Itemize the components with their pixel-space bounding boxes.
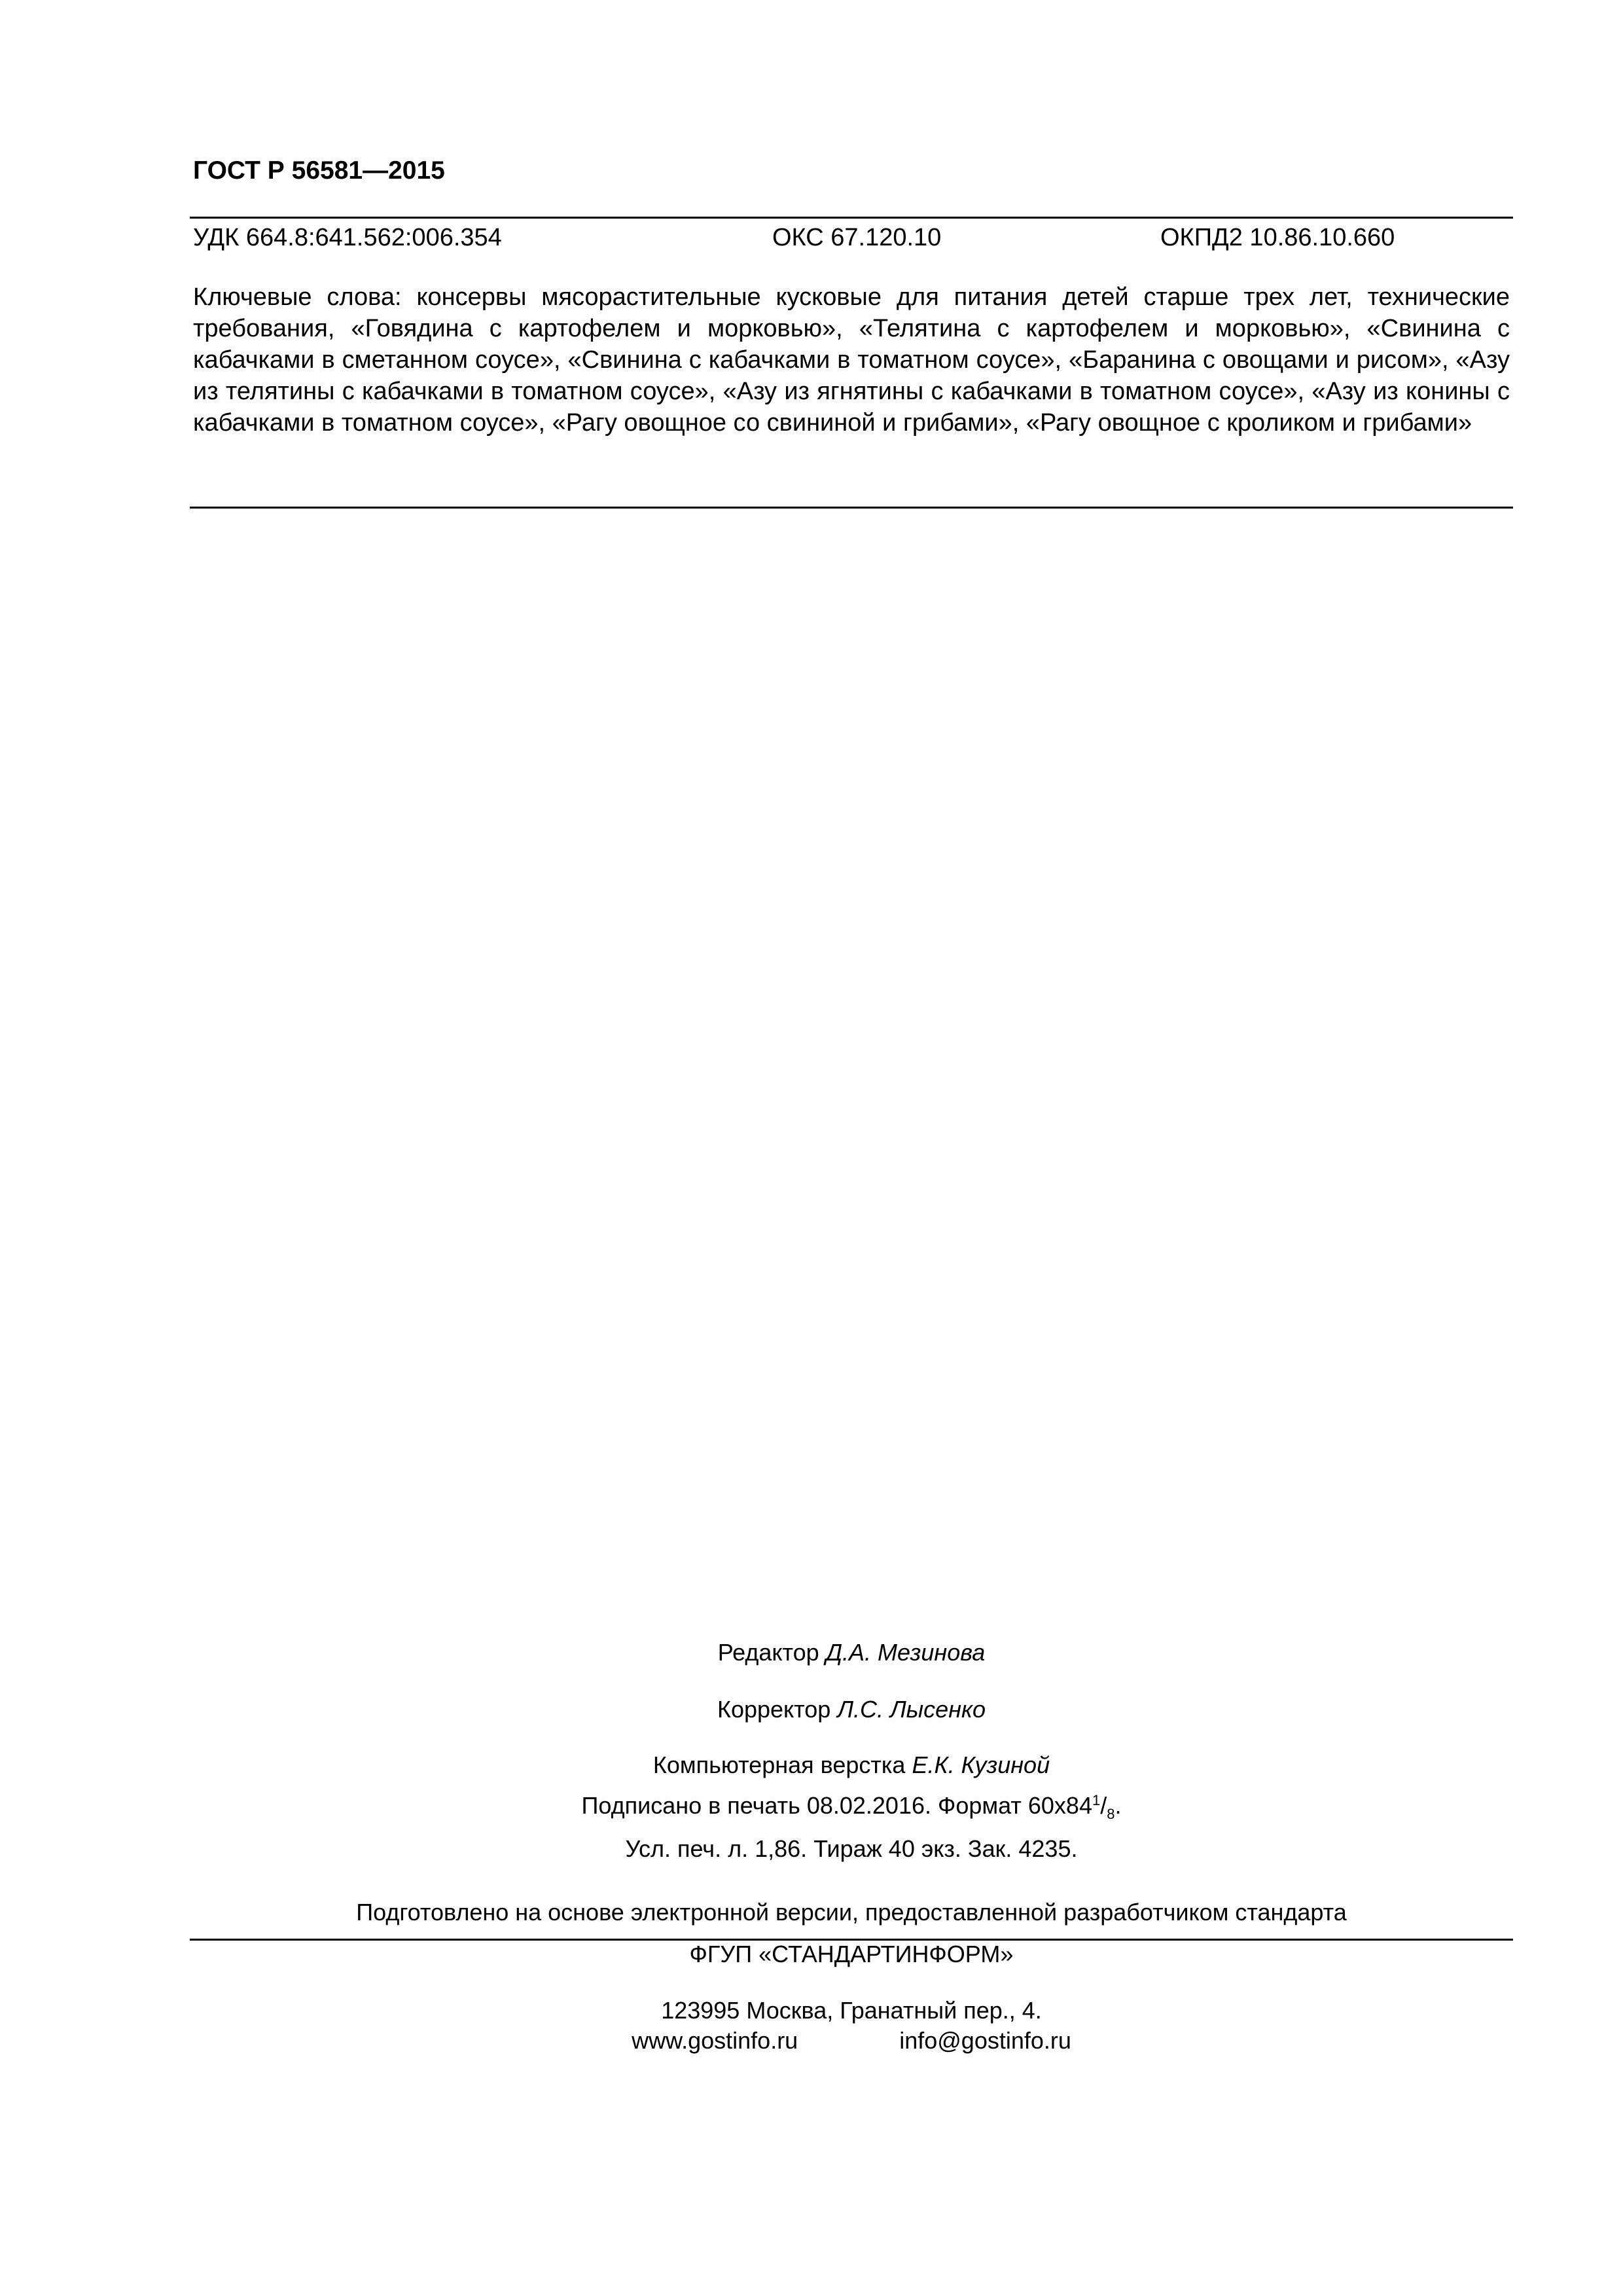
publisher-contacts bbox=[190, 2024, 1513, 2058]
layout-label: Компьютерная верстка bbox=[652, 1751, 912, 1778]
signed-text: Подписано в печать 08.02.2016. Формат 60х84 bbox=[581, 1792, 1092, 1819]
format-slash: / bbox=[1100, 1792, 1107, 1819]
website-link[interactable]: www.gostinfo.ru bbox=[632, 2027, 798, 2054]
imprint-corrector bbox=[190, 1693, 1513, 1727]
corrector-label: Корректор bbox=[717, 1696, 838, 1723]
imprint-signed bbox=[190, 1789, 1513, 1823]
imprint-prepared: Подготовлено на основе электронной версии, предоставленной разработчиком стандарта bbox=[356, 1899, 1347, 1926]
layout-name: Е.К. Кузиной bbox=[912, 1751, 1050, 1778]
format-denominator: 8 bbox=[1107, 1806, 1115, 1823]
editor-label: Редактор bbox=[717, 1639, 826, 1666]
divider-keywords bbox=[190, 507, 1513, 509]
signed-end: . bbox=[1115, 1792, 1122, 1819]
editor-name: Д.А. Мезинова bbox=[825, 1639, 986, 1666]
okpd-code: ОКПД2 10.86.10.660 bbox=[1160, 224, 1395, 251]
oks-code: ОКС 67.120.10 bbox=[772, 224, 942, 251]
imprint-editor bbox=[190, 1636, 1513, 1670]
imprint-layout bbox=[190, 1748, 1513, 1782]
imprint-print-details: Усл. печ. л. 1,86. Тираж 40 экз. Зак. 4235. bbox=[625, 1835, 1078, 1862]
keywords-paragraph: Ключевые слова: консервы мясорастительные кусковые для питания детей старше трех лет, технические требования, «Говядина с картофелем и морковью», «Телятина с картофелем и морковью», «Свинина с кабачками в сметанном соусе», «Свинина с кабачками в томатном соусе», «Баранина с овощами и рисом», «Азу из телятины с кабачками в томатном соусе», «Азу из ягнятины с кабачками в томатном соусе», «Азу из конины с кабачками в томатном соусе», «Рагу овощное со свининой и грибами», «Рагу овощное с кроликом и грибами» bbox=[193, 283, 1510, 437]
udk-code: УДК 664.8:641.562:006.354 bbox=[193, 224, 502, 251]
publisher-name: ФГУП «СТАНДАРТИНФОРМ» bbox=[689, 1941, 1014, 1967]
document-code: ГОСТ Р 56581—2015 bbox=[193, 156, 445, 185]
email-link[interactable]: info@gostinfo.ru bbox=[899, 2027, 1071, 2054]
corrector-name: Л.С. Лысенко bbox=[837, 1696, 986, 1723]
format-numerator: 1 bbox=[1092, 1792, 1101, 1808]
publisher-address: 123995 Москва, Гранатный пер., 4. bbox=[661, 1997, 1042, 2024]
